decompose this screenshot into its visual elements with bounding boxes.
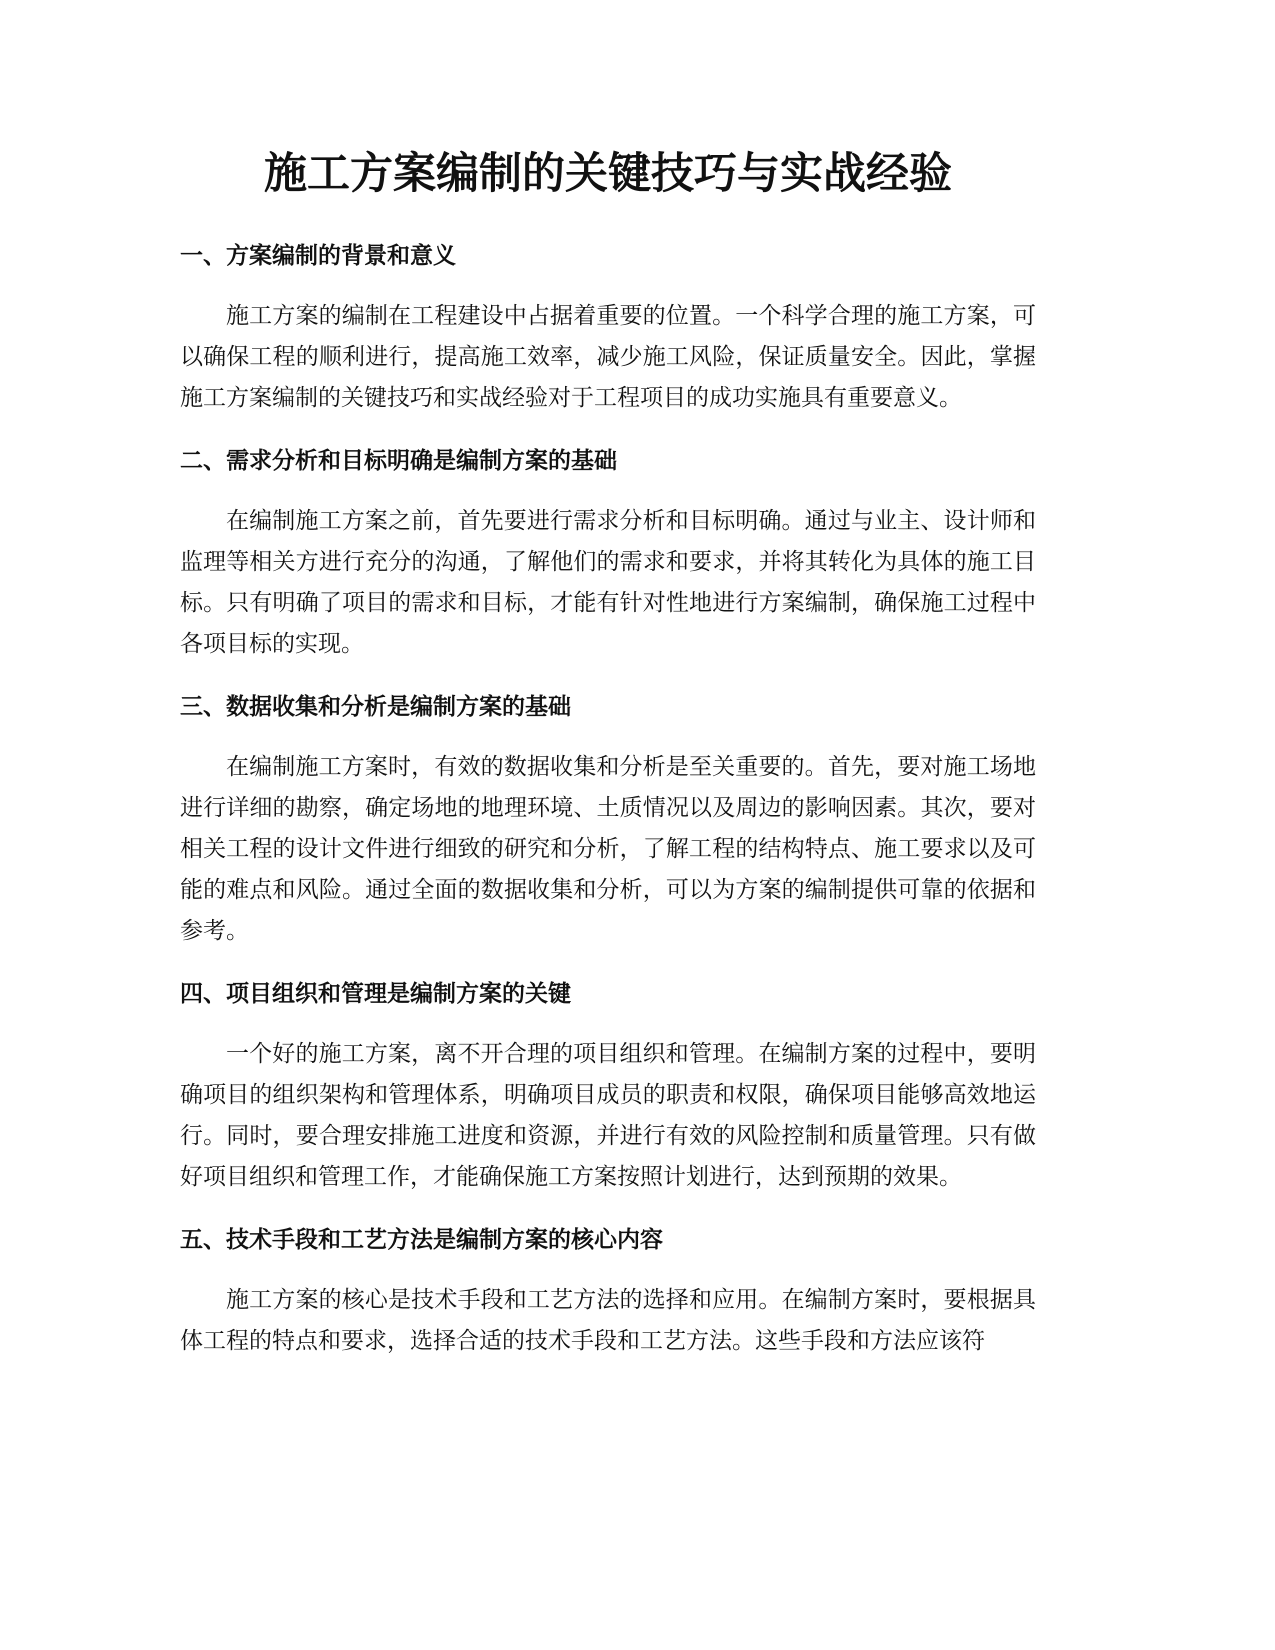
section-heading: 一、方案编制的背景和意义 (180, 243, 456, 269)
section-paragraph: 施工方案的核心是技术手段和工艺方法的选择和应用。在编制方案时，要根据具体工程的特点和要求，选择合适的技术手段和工艺方法。这些手段和方法应该符 (180, 1287, 1036, 1354)
section-paragraph: 在编制施工方案之前，首先要进行需求分析和目标明确。通过与业主、设计师和监理等相关方进行充分的沟通，了解他们的需求和要求，并将其转化为具体的施工目标。只有明确了项目的需求和目标，才能有针对性地进行方案编制，确保施工过程中各项目标的实现。 (180, 508, 1036, 657)
document-title: 施工方案编制的关键技巧与实战经验 (264, 149, 952, 199)
section-heading: 四、项目组织和管理是编制方案的关键 (180, 981, 571, 1007)
section-4 (180, 974, 1036, 1198)
section-paragraph: 一个好的施工方案，离不开合理的项目组织和管理。在编制方案的过程中，要明确项目的组织架构和管理体系，明确项目成员的职责和权限，确保项目能够高效地运行。同时，要合理安排施工进度和资源，并进行有效的风险控制和质量管理。只有做好项目组织和管理工作，才能确保施工方案按照计划进行，达到预期的效果。 (180, 1041, 1036, 1190)
document-page (180, 140, 1036, 1384)
section-1 (180, 236, 1036, 419)
section-2 (180, 441, 1036, 665)
section-5 (180, 1220, 1036, 1362)
section-heading: 五、技术手段和工艺方法是编制方案的核心内容 (180, 1227, 663, 1253)
section-3 (180, 687, 1036, 952)
section-heading: 二、需求分析和目标明确是编制方案的基础 (180, 448, 617, 474)
section-paragraph: 施工方案的编制在工程建设中占据着重要的位置。一个科学合理的施工方案，可以确保工程的顺利进行，提高施工效率，减少施工风险，保证质量安全。因此，掌握施工方案编制的关键技巧和实战经验对于工程项目的成功实施具有重要意义。 (180, 303, 1036, 411)
section-paragraph: 在编制施工方案时，有效的数据收集和分析是至关重要的。首先，要对施工场地进行详细的勘察，确定场地的地理环境、土质情况以及周边的影响因素。其次，要对相关工程的设计文件进行细致的研究和分析，了解工程的结构特点、施工要求以及可能的难点和风险。通过全面的数据收集和分析，可以为方案的编制提供可靠的依据和参考。 (180, 754, 1036, 944)
section-heading: 三、数据收集和分析是编制方案的基础 (180, 694, 571, 720)
